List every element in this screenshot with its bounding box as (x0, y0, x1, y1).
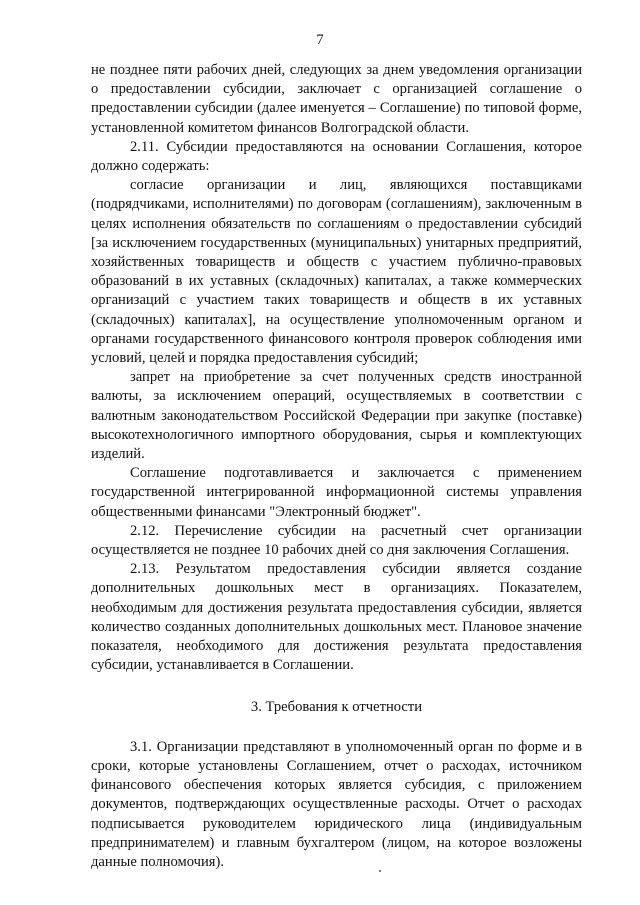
paragraph-3-1: 3.1. Организации представляют в уполномоченный орган по форме и в сроки, которые установлены Соглашением, отчет о расходах, источником финансового обеспечения которых является субсидия, с приложением документов, подтверждающих осуществленные расходы. Отчет о расходах подписывается руководителем юридического лица (индивидуальным предпринимателем) и главным бухгалтером (лицом, на которое возложены данные полномочия). (91, 738, 582, 870)
section-heading: 3. Требования к отчетности (250, 698, 423, 715)
paragraph-2-12: 2.12. Перечисление субсидии на расчетный счет организации осуществляется не позднее 10 рабочих дней со дня заключения Соглашения. (91, 522, 582, 559)
document-body (91, 61, 582, 872)
paragraph-2-13: 2.13. Результатом предоставления субсидии является создание дополнительных дошкольных мест в организациях. Показателем, необходимым для достижения результата предоставления субсидии, является количество созданных дополнительных дошкольных мест. Плановое значение показателя, необходимого для достижения результата предоставления субсидии, устанавливается в Соглашении. (91, 561, 582, 674)
paragraph-continuation: не позднее пяти рабочих дней, следующих за днем уведомления организации о предоставлении субсидии, заключает с организацией соглашение о предоставлении субсидии (далее именуется – Соглашение) по типовой форме, установленной комитетом финансов Волгоградской области. (91, 62, 582, 136)
page-number: 7 (316, 32, 324, 48)
paragraph-consent: согласие организации и лиц, являющихся поставщиками (подрядчиками, исполнителями) по договорам (соглашениям), заключенным в целях исполнения обязательств по соглашениям о предоставлении субсидий [за исключением государственных (муниципальных) унитарных предприятий, хозяйственных товариществ и обществ с участием публично-правовых образований в их уставных (складочных) капиталах, а также коммерческих организаций с участием таких товариществ и обществ в их уставных (складочных) капиталах], на осуществление уполномоченным органом и органами государственного финансового контроля проверок соблюдения ими условий, целей и порядка предоставления субсидий; (91, 177, 582, 367)
paragraph-2-11: 2.11. Субсидии предоставляются на основании Соглашения, которое должно содержать: (91, 138, 582, 175)
paragraph-agreement-system: Соглашение подготавливается и заключается с применением государственной интегрированной информационной системы управления общественными финансами "Электронный бюджет". (91, 465, 582, 520)
scan-speck (379, 870, 381, 872)
paragraph-currency-ban: запрет на приобретение за счет полученных средств иностранной валюты, за исключением операций, осуществляемых в соответствии с валютным законодательством Российской Федерации при закупке (поставке) высокотехнологичного импортного оборудования, сырья и комплектующих изделий. (91, 369, 582, 463)
